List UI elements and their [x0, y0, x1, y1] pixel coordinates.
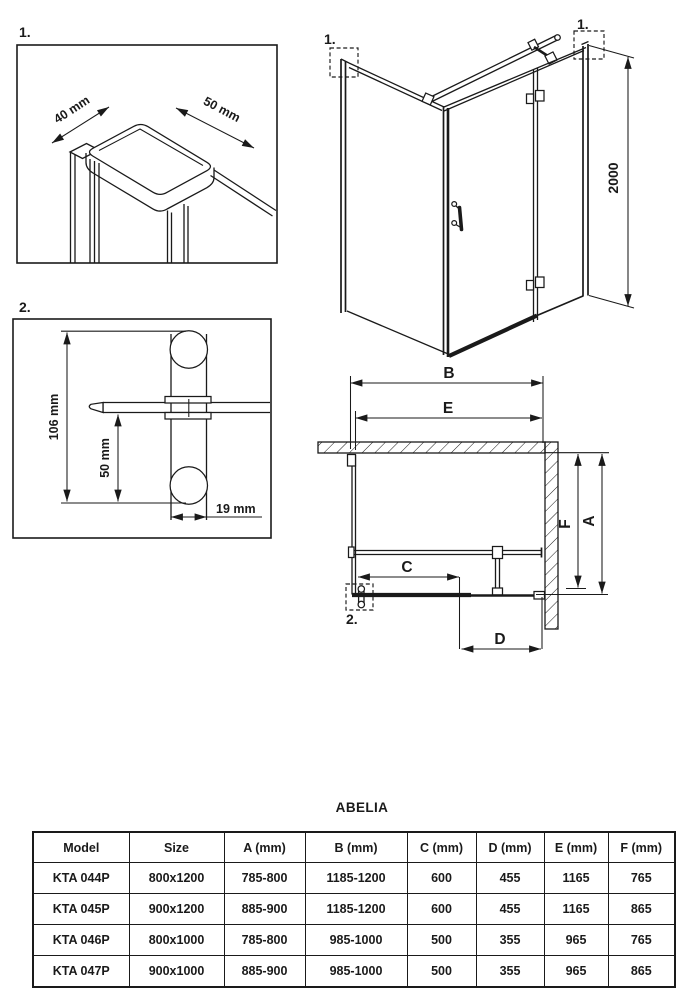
wall-top — [318, 442, 545, 453]
table-cell: 765 — [608, 925, 675, 956]
detail-2 — [13, 299, 271, 538]
table-header-row — [33, 832, 675, 863]
spec-table — [32, 831, 676, 988]
dimension-19mm-label: 19 mm — [216, 502, 256, 516]
side-panel-plan — [352, 455, 356, 595]
wall-profile-fitting — [348, 455, 356, 467]
table-cell: KTA 046P — [33, 925, 129, 956]
dimension-C-label: C — [401, 559, 413, 576]
plan-callout-label: 2. — [346, 611, 358, 627]
hinge-top — [527, 91, 545, 104]
table-cell: 1185-1200 — [305, 894, 407, 925]
dimension-50mm — [176, 94, 254, 148]
isometric-view — [324, 16, 634, 357]
plan-view — [318, 365, 609, 649]
table-cell: 800x1000 — [129, 925, 224, 956]
dimension-E-label: E — [442, 400, 454, 417]
detail-1-profile-drawing — [70, 124, 276, 263]
table-cell: 785-800 — [224, 925, 305, 956]
table-cell: 600 — [407, 863, 476, 894]
table-cell: 765 — [608, 863, 675, 894]
iso-callout-left-box — [330, 48, 358, 77]
iso-callout-right-box — [574, 31, 604, 59]
dimension-50mm-lower — [98, 415, 118, 502]
table-cell: 455 — [476, 863, 544, 894]
table-cell: 355 — [476, 956, 544, 988]
series-title: ABELIA — [335, 800, 389, 815]
header-d: D (mm) — [476, 832, 544, 863]
table-cell: 985-1000 — [305, 956, 407, 988]
table-cell: 1165 — [544, 894, 608, 925]
dimension-50mm-lower-label: 50 mm — [98, 438, 112, 478]
wall-right — [545, 442, 558, 629]
dimension-40mm-label: 40 mm — [51, 92, 93, 127]
iso-callout-right-label: 1. — [577, 16, 589, 32]
table-cell: 1185-1200 — [305, 863, 407, 894]
table-cell: 500 — [407, 956, 476, 988]
clamp-plate-bottom — [165, 413, 211, 420]
detail-1 — [17, 24, 277, 263]
header-size: Size — [129, 832, 224, 863]
hinge-bottom — [527, 277, 545, 290]
detail-1-label: 1. — [19, 24, 31, 40]
table-cell: KTA 044P — [33, 863, 129, 894]
table-cell: 800x1200 — [129, 863, 224, 894]
door-bottom-seal — [449, 316, 537, 357]
door-handle — [452, 202, 462, 230]
dimension-106mm-label: 106 mm — [47, 393, 61, 441]
table-cell: 600 — [407, 894, 476, 925]
table-cell: 965 — [544, 925, 608, 956]
table-cell: 985-1000 — [305, 925, 407, 956]
dimension-50mm-label: 50 mm — [201, 93, 243, 125]
dimension-A-label: A — [581, 515, 598, 527]
table-cell: 785-800 — [224, 863, 305, 894]
table-cell: 885-900 — [224, 894, 305, 925]
profile-bottom-knob — [170, 467, 207, 504]
table-cell: 965 — [544, 956, 608, 988]
table-cell: 1165 — [544, 863, 608, 894]
panel-end-fitting — [534, 592, 545, 600]
detail-2-label: 2. — [19, 299, 31, 315]
table-row — [33, 863, 675, 894]
header-b: B (mm) — [305, 832, 407, 863]
table-cell: 900x1200 — [129, 894, 224, 925]
table-cell: 900x1000 — [129, 956, 224, 988]
table-row — [33, 894, 675, 925]
dimension-40mm — [51, 93, 109, 143]
header-model: Model — [33, 832, 129, 863]
header-c: C (mm) — [407, 832, 476, 863]
support-bar-plan — [349, 547, 543, 596]
table-cell: 885-900 — [224, 956, 305, 988]
table-row — [33, 956, 675, 988]
header-f: F (mm) — [608, 832, 675, 863]
table-cell: 865 — [608, 894, 675, 925]
table-cell: KTA 045P — [33, 894, 129, 925]
profile-top-knob — [170, 331, 207, 368]
header-a: A (mm) — [224, 832, 305, 863]
glass-edge-gasket — [89, 403, 103, 413]
dimension-D — [462, 597, 543, 649]
dimension-B-label: B — [443, 365, 455, 382]
dimension-D-label: D — [494, 631, 506, 648]
table-row — [33, 925, 675, 956]
dimension-2000-label: 2000 — [605, 162, 621, 194]
dimension-F-label: F — [557, 519, 574, 529]
clamp-plate-top — [165, 397, 211, 404]
table-cell: 455 — [476, 894, 544, 925]
table-cell: 500 — [407, 925, 476, 956]
table-cell: 355 — [476, 925, 544, 956]
dimension-2000 — [589, 46, 634, 309]
iso-callout-left-label: 1. — [324, 31, 336, 47]
table-cell: KTA 047P — [33, 956, 129, 988]
detail-2-profile-drawing — [89, 331, 270, 520]
header-e: E (mm) — [544, 832, 608, 863]
table-cell: 865 — [608, 956, 675, 988]
